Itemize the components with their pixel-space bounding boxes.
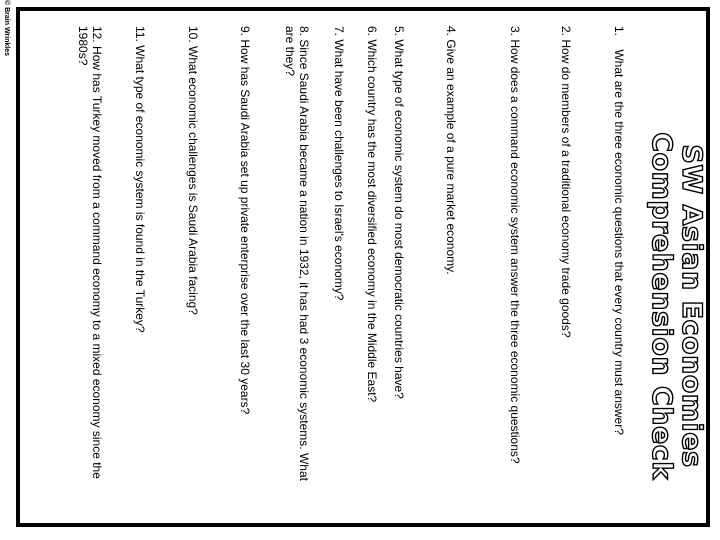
question-item: 7. What have been challenges to Israel's economy? — [332, 26, 346, 301]
question-item: 12. How has Turkey moved from a command economy to a mixed economy since the 1980s? — [76, 26, 104, 479]
worksheet-subtitle: Comprehension Check — [646, 132, 677, 480]
question-item: 1. What are the three economic questions that every country must answer? — [612, 26, 626, 435]
worksheet-title: SW Asian Economies — [676, 144, 707, 468]
question-item: 4. Give an example of a pure market economy. — [444, 26, 458, 275]
question-item: 6. Which country has the most diversified economy in the Middle East? — [365, 26, 379, 403]
question-item: 5. What type of economic system do most democratic countries have? — [392, 26, 406, 399]
question-item: 8. Since Saudi Arabia became a nation in 1932, it has had 3 economic systems. What are they? — [283, 26, 311, 481]
worksheet-content — [18, 16, 708, 516]
copyright-notice — [1, 0, 15, 78]
question-item: 2. How do members of a traditional economy trade goods? — [559, 26, 573, 338]
question-item: 3. How does a command economic system answer the three economic questions? — [508, 26, 522, 464]
question-item: 10. What economic challenges is Saudi Arabia facing? — [186, 26, 200, 315]
question-item: 9. How has Saudi Arabia set up private enterprise over the last 30 years? — [238, 26, 252, 415]
question-item: 11. What type of economic system is found in the Turkey? — [133, 26, 147, 333]
copyright-text: © Brain Wrinkles — [3, 0, 10, 56]
